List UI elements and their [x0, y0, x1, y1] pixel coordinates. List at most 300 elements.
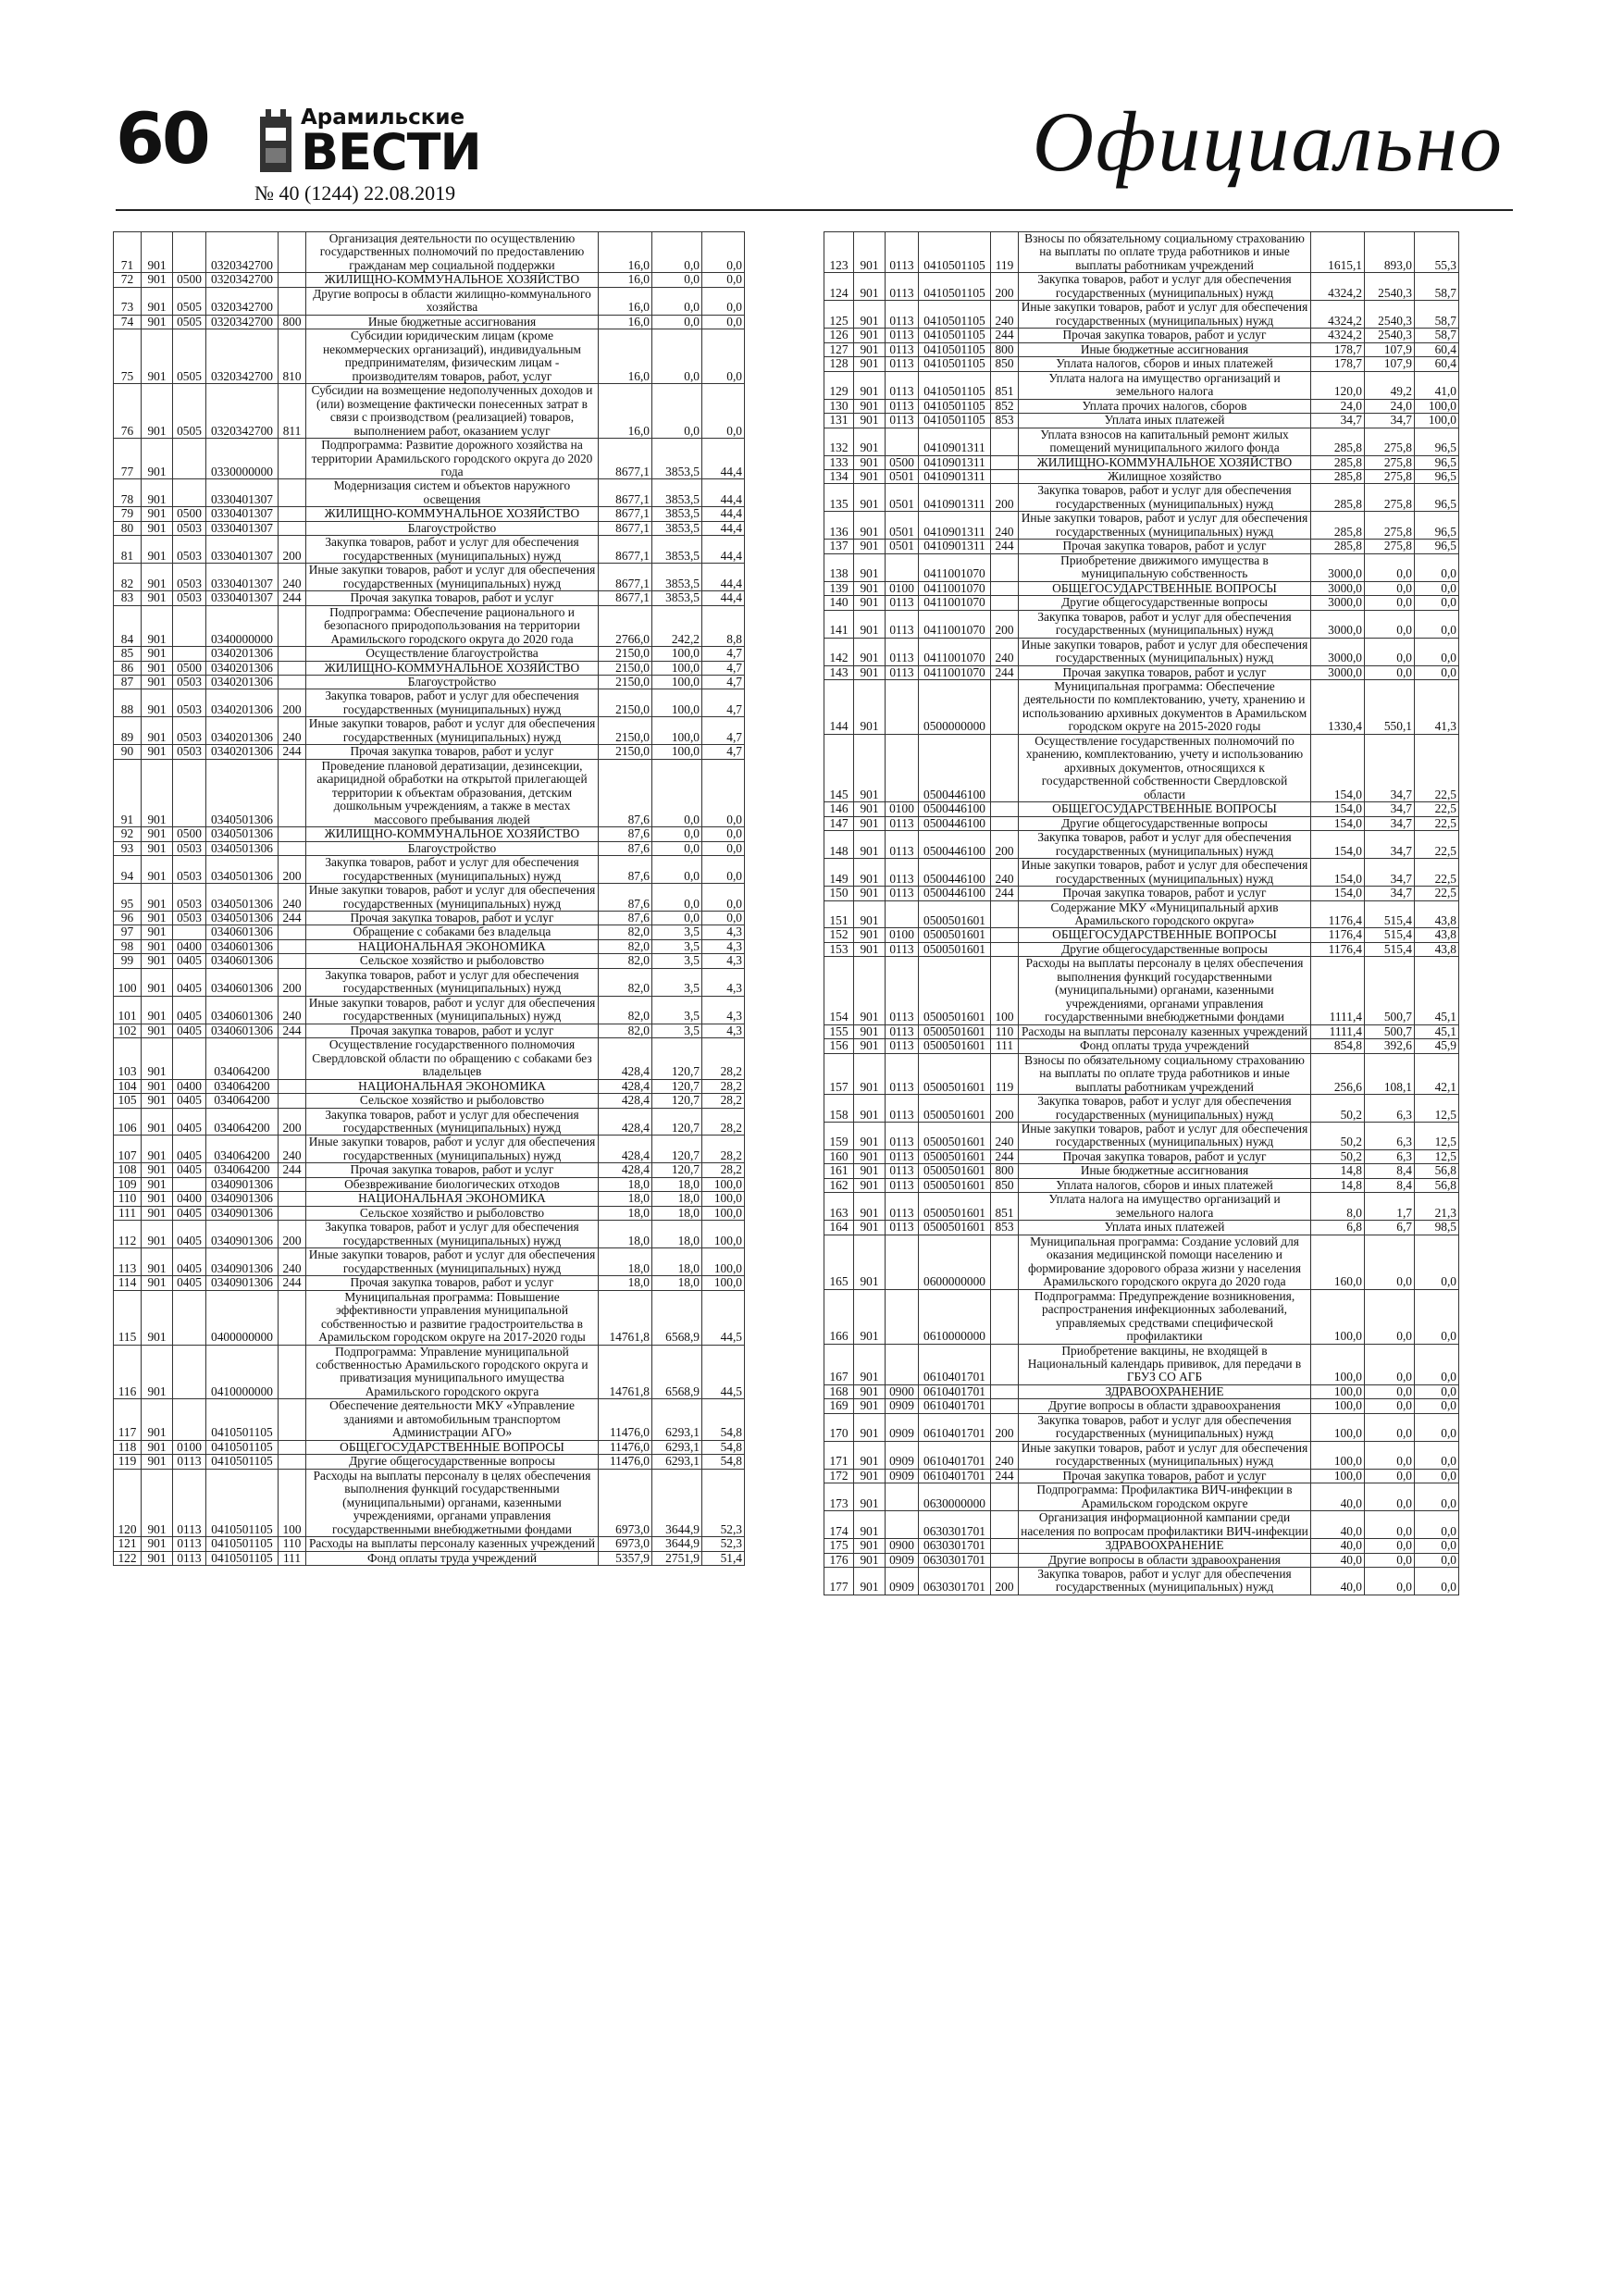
row-description: Субсидии юридическим лицам (кроме некоммерческих организаций), индивидуальным предпринимателям, физическим лицам - производителям товаров, работ, услуг [306, 329, 599, 384]
section-code: 0405 [173, 1108, 206, 1136]
executed-amount: 18,0 [652, 1206, 702, 1220]
target-code: 0500501601 [919, 957, 991, 1024]
row-description: Прочая закупка товаров, работ и услуг [306, 591, 599, 605]
page-number: 60 [116, 97, 208, 180]
row-number: 177 [824, 1568, 854, 1595]
executed-amount: 3853,5 [652, 521, 702, 535]
table-row [114, 841, 745, 855]
planned-amount: 4324,2 [1311, 329, 1365, 342]
planned-amount: 154,0 [1311, 831, 1365, 859]
section-code: 0113 [886, 1149, 919, 1163]
execution-percent: 44,5 [702, 1345, 745, 1399]
planned-amount: 16,0 [599, 315, 652, 329]
executed-amount: 34,7 [1365, 802, 1415, 816]
row-description: Муниципальная программа: Обеспечение деятельности по комплектованию, учету, хранению и использованию архивных документов в Арамильском городском округе на 2015-2020 годы [1019, 680, 1311, 735]
admin-code: 901 [854, 1221, 886, 1235]
admin-code: 901 [854, 357, 886, 371]
row-number: 103 [114, 1038, 142, 1079]
admin-code: 901 [854, 1344, 886, 1384]
expense-type-code: 244 [279, 1163, 306, 1177]
expense-type-code [279, 1399, 306, 1440]
section-code [173, 647, 206, 661]
executed-amount: 6568,9 [652, 1290, 702, 1345]
table-row [114, 884, 745, 912]
row-description: ЖИЛИЩНО-КОММУНАЛЬНОЕ ХОЗЯЙСТВО [306, 827, 599, 841]
target-code: 0500501601 [919, 1149, 991, 1163]
table-row [114, 647, 745, 661]
executed-amount: 120,7 [652, 1094, 702, 1108]
planned-amount: 2150,0 [599, 745, 652, 759]
target-code: 0630301701 [919, 1568, 991, 1595]
row-description: Прочая закупка товаров, работ и услуг [306, 1024, 599, 1037]
planned-amount: 4324,2 [1311, 273, 1365, 301]
executed-amount: 0,0 [652, 273, 702, 287]
table-row [824, 680, 1459, 735]
row-number: 76 [114, 384, 142, 439]
table-row [114, 827, 745, 841]
expense-type-code: 111 [991, 1039, 1019, 1053]
row-number: 96 [114, 911, 142, 925]
target-code: 0610401701 [919, 1384, 991, 1398]
table-row [824, 596, 1459, 610]
row-description: Уплата налогов, сборов и иных платежей [1019, 357, 1311, 371]
row-number: 116 [114, 1345, 142, 1399]
execution-percent: 100,0 [1415, 399, 1459, 413]
admin-code: 901 [854, 942, 886, 956]
row-description: Прочая закупка товаров, работ и услуг [1019, 329, 1311, 342]
target-code: 0330401307 [206, 479, 279, 507]
table-row [114, 1399, 745, 1440]
planned-amount: 8677,1 [599, 479, 652, 507]
row-number: 143 [824, 665, 854, 679]
row-number: 105 [114, 1094, 142, 1108]
execution-percent: 42,1 [1415, 1053, 1459, 1094]
execution-percent: 0,0 [702, 287, 745, 315]
executed-amount: 500,7 [1365, 957, 1415, 1024]
row-number: 146 [824, 802, 854, 816]
target-code: 0340601306 [206, 968, 279, 996]
admin-code: 901 [854, 1553, 886, 1567]
row-description: Содержание МКУ «Муниципальный архив Арамильского городского округа» [1019, 900, 1311, 928]
section-code: 0405 [173, 1221, 206, 1248]
execution-percent: 58,7 [1415, 301, 1459, 329]
table-row [824, 1469, 1459, 1483]
target-code: 0500446100 [919, 816, 991, 830]
target-code: 0320342700 [206, 232, 279, 273]
execution-percent: 0,0 [702, 384, 745, 439]
row-number: 137 [824, 540, 854, 553]
executed-amount: 120,7 [652, 1163, 702, 1177]
target-code: 0411001070 [919, 596, 991, 610]
row-description: Иные закупки товаров, работ и услуг для обеспечения государственных (муниципальных) нужд [306, 1248, 599, 1276]
planned-amount: 40,0 [1311, 1511, 1365, 1539]
section-code: 0100 [886, 802, 919, 816]
expense-type-code: 240 [991, 1123, 1019, 1150]
row-description: Иные закупки товаров, работ и услуг для обеспечения государственных (муниципальных) нужд [1019, 512, 1311, 540]
expense-type-code [279, 1440, 306, 1454]
row-number: 152 [824, 928, 854, 942]
table-row [114, 1206, 745, 1220]
section-code: 0113 [886, 329, 919, 342]
target-code: 0630301701 [919, 1553, 991, 1567]
expense-type-code [991, 428, 1019, 455]
row-number: 121 [114, 1537, 142, 1551]
row-description: ОБЩЕГОСУДАРСТВЕННЫЕ ВОПРОСЫ [306, 1440, 599, 1454]
target-code: 0500501601 [919, 1095, 991, 1123]
admin-code: 901 [854, 1024, 886, 1038]
row-description: Закупка товаров, работ и услуг для обеспечения государственных (муниципальных) нужд [1019, 831, 1311, 859]
section-code: 0500 [886, 455, 919, 469]
executed-amount: 0,0 [1365, 1469, 1415, 1483]
executed-amount: 2540,3 [1365, 273, 1415, 301]
expense-type-code: 240 [279, 1248, 306, 1276]
executed-amount: 275,8 [1365, 428, 1415, 455]
admin-code: 901 [142, 676, 173, 689]
execution-percent: 45,1 [1415, 957, 1459, 1024]
expense-type-code [279, 661, 306, 675]
execution-percent: 0,0 [1415, 1539, 1459, 1553]
row-number: 140 [824, 596, 854, 610]
table-row [114, 925, 745, 939]
admin-code: 901 [142, 1094, 173, 1108]
expense-type-code [279, 1038, 306, 1079]
expense-type-code [279, 232, 306, 273]
expense-type-code: 851 [991, 1193, 1019, 1221]
table-row [114, 661, 745, 675]
section-code: 0501 [886, 469, 919, 483]
row-description: Приобретение движимого имущества в муниципальную собственность [1019, 553, 1311, 581]
table-row [114, 605, 745, 646]
target-code: 0340901306 [206, 1192, 279, 1206]
execution-percent: 56,8 [1415, 1164, 1459, 1178]
expense-type-code: 110 [991, 1024, 1019, 1038]
execution-percent: 0,0 [1415, 610, 1459, 638]
target-code: 034064200 [206, 1136, 279, 1163]
row-number: 101 [114, 996, 142, 1024]
planned-amount: 8,0 [1311, 1193, 1365, 1221]
planned-amount: 40,0 [1311, 1568, 1365, 1595]
target-code: 0411001070 [919, 610, 991, 638]
admin-code: 901 [142, 689, 173, 717]
section-code [173, 232, 206, 273]
planned-amount: 428,4 [599, 1079, 652, 1093]
execution-percent: 0,0 [1415, 581, 1459, 595]
table-row [824, 301, 1459, 329]
right-budget-table [824, 231, 1459, 1595]
row-description: Расходы на выплаты персоналу в целях обеспечения выполнения функций государственными (муниципальными) органами, казенными учреждениями, органами управления государственными внебюджетными фондами [306, 1469, 599, 1536]
section-code: 0113 [886, 1053, 919, 1094]
row-number: 163 [824, 1193, 854, 1221]
executed-amount: 108,1 [1365, 1053, 1415, 1094]
execution-percent: 4,7 [702, 717, 745, 745]
expense-type-code [279, 939, 306, 953]
row-description: Иные бюджетные ассигнования [306, 315, 599, 329]
row-description: Прочая закупка товаров, работ и услуг [1019, 1149, 1311, 1163]
table-row [114, 1094, 745, 1108]
planned-amount: 18,0 [599, 1192, 652, 1206]
expense-type-code: 244 [991, 887, 1019, 900]
planned-amount: 8677,1 [599, 591, 652, 605]
target-code: 0500000000 [919, 680, 991, 735]
expense-type-code [991, 1384, 1019, 1398]
target-code: 0610000000 [919, 1289, 991, 1344]
admin-code: 901 [854, 342, 886, 356]
execution-percent: 100,0 [702, 1276, 745, 1290]
row-description: Другие общегосударственные вопросы [306, 1455, 599, 1469]
table-row [824, 455, 1459, 469]
section-code: 0405 [173, 954, 206, 968]
execution-percent: 52,3 [702, 1537, 745, 1551]
expense-type-code: 850 [991, 1178, 1019, 1192]
target-code: 0340501306 [206, 911, 279, 925]
table-row [824, 734, 1459, 801]
row-number: 81 [114, 536, 142, 564]
executed-amount: 0,0 [1365, 1384, 1415, 1398]
expense-type-code: 200 [279, 968, 306, 996]
planned-amount: 2150,0 [599, 647, 652, 661]
table-row [824, 1511, 1459, 1539]
section-code: 0503 [173, 689, 206, 717]
executed-amount: 0,0 [652, 759, 702, 826]
section-code [173, 1345, 206, 1399]
expense-type-code [279, 273, 306, 287]
row-description: Благоустройство [306, 841, 599, 855]
expense-type-code: 811 [279, 384, 306, 439]
row-description: Уплата иных платежей [1019, 414, 1311, 428]
execution-percent: 0,0 [1415, 596, 1459, 610]
row-number: 110 [114, 1192, 142, 1206]
executed-amount: 0,0 [652, 287, 702, 315]
target-code: 0410501105 [919, 301, 991, 329]
executed-amount: 0,0 [1365, 1441, 1415, 1469]
planned-amount: 285,8 [1311, 484, 1365, 512]
table-row [114, 479, 745, 507]
row-number: 97 [114, 925, 142, 939]
target-code: 0410501105 [919, 232, 991, 273]
expense-type-code [279, 676, 306, 689]
row-description: ЗДРАВООХРАНЕНИЕ [1019, 1539, 1311, 1553]
table-row [824, 638, 1459, 665]
row-number: 86 [114, 661, 142, 675]
admin-code: 901 [854, 1095, 886, 1123]
row-number: 107 [114, 1136, 142, 1163]
row-description: Иные закупки товаров, работ и услуг для обеспечения государственных (муниципальных) нужд [1019, 301, 1311, 329]
planned-amount: 285,8 [1311, 512, 1365, 540]
execution-percent: 44,4 [702, 439, 745, 479]
row-number: 154 [824, 957, 854, 1024]
target-code: 0330401307 [206, 564, 279, 591]
executed-amount: 500,7 [1365, 1024, 1415, 1038]
row-description: Закупка товаров, работ и услуг для обеспечения государственных (муниципальных) нужд [306, 689, 599, 717]
target-code: 0500501601 [919, 1123, 991, 1150]
execution-percent: 54,8 [702, 1455, 745, 1469]
table-row [114, 856, 745, 884]
execution-percent: 8,8 [702, 605, 745, 646]
planned-amount: 256,6 [1311, 1053, 1365, 1094]
row-number: 134 [824, 469, 854, 483]
section-code: 0113 [886, 414, 919, 428]
table-row [824, 1235, 1459, 1289]
expense-type-code: 240 [991, 638, 1019, 665]
row-number: 151 [824, 900, 854, 928]
execution-percent: 0,0 [1415, 1553, 1459, 1567]
executed-amount: 0,0 [652, 856, 702, 884]
expense-type-code [279, 925, 306, 939]
executed-amount: 3,5 [652, 996, 702, 1024]
executed-amount: 3853,5 [652, 536, 702, 564]
admin-code: 901 [854, 1178, 886, 1192]
planned-amount: 87,6 [599, 759, 652, 826]
planned-amount: 100,0 [1311, 1413, 1365, 1441]
table-row [824, 273, 1459, 301]
admin-code: 901 [142, 287, 173, 315]
execution-percent: 22,5 [1415, 887, 1459, 900]
target-code: 0410501105 [919, 273, 991, 301]
section-code: 0500 [173, 273, 206, 287]
execution-percent: 0,0 [1415, 1511, 1459, 1539]
section-code: 0503 [173, 911, 206, 925]
table-row [824, 1221, 1459, 1235]
execution-percent: 4,3 [702, 954, 745, 968]
planned-amount: 6973,0 [599, 1469, 652, 1536]
execution-percent: 96,5 [1415, 455, 1459, 469]
row-description: Другие вопросы в области здравоохранения [1019, 1399, 1311, 1413]
expense-type-code: 244 [991, 329, 1019, 342]
admin-code: 901 [854, 428, 886, 455]
executed-amount: 18,0 [652, 1192, 702, 1206]
execution-percent: 54,8 [702, 1440, 745, 1454]
section-code: 0405 [173, 1094, 206, 1108]
execution-percent: 60,4 [1415, 357, 1459, 371]
execution-percent: 100,0 [702, 1221, 745, 1248]
planned-amount: 428,4 [599, 1136, 652, 1163]
expense-type-code [279, 439, 306, 479]
row-description: НАЦИОНАЛЬНАЯ ЭКОНОМИКА [306, 1079, 599, 1093]
table-row [114, 1079, 745, 1093]
row-description: Иные бюджетные ассигнования [1019, 1164, 1311, 1178]
row-number: 136 [824, 512, 854, 540]
row-number: 114 [114, 1276, 142, 1290]
target-code: 0610401701 [919, 1413, 991, 1441]
row-description: Прочая закупка товаров, работ и услуг [1019, 1469, 1311, 1483]
table-row [114, 1551, 745, 1565]
table-row [824, 1553, 1459, 1567]
section-code: 0113 [886, 596, 919, 610]
table-row [114, 1345, 745, 1399]
row-description: ЖИЛИЩНО-КОММУНАЛЬНОЕ ХОЗЯЙСТВО [306, 507, 599, 521]
admin-code: 901 [854, 1399, 886, 1413]
admin-code: 901 [854, 1441, 886, 1469]
expense-type-code: 240 [991, 301, 1019, 329]
right-table-body [824, 232, 1459, 1595]
target-code: 0410901311 [919, 512, 991, 540]
section-code [173, 605, 206, 646]
executed-amount: 3644,9 [652, 1537, 702, 1551]
row-description: Сельское хозяйство и рыболовство [306, 954, 599, 968]
section-code [886, 680, 919, 735]
planned-amount: 428,4 [599, 1108, 652, 1136]
admin-code: 901 [854, 596, 886, 610]
target-code: 0500501601 [919, 1164, 991, 1178]
planned-amount: 18,0 [599, 1221, 652, 1248]
expense-type-code: 200 [991, 1413, 1019, 1441]
target-code: 0410501105 [919, 329, 991, 342]
row-description: Проведение плановой дератизации, дезинсекции, акарицидной обработки на открытой прилегающей территории к объектам образования, детским дошкольным учреждениям, а также в местах массового пребывания людей [306, 759, 599, 826]
header-rule [116, 209, 1513, 211]
expense-type-code [279, 827, 306, 841]
target-code: 0340201306 [206, 689, 279, 717]
row-description: Расходы на выплаты персоналу в целях обеспечения выполнения функций государственными (муниципальными) органами, казенными учреждениями, органами управления государственными внебюджетными фондами [1019, 957, 1311, 1024]
table-row [114, 1038, 745, 1079]
planned-amount: 854,8 [1311, 1039, 1365, 1053]
execution-percent: 100,0 [702, 1248, 745, 1276]
planned-amount: 50,2 [1311, 1149, 1365, 1163]
row-description: Подпрограмма: Обеспечение рационального и безопасного природопользования на территории Арамильского городского округа до 2020 года [306, 605, 599, 646]
admin-code: 901 [854, 1149, 886, 1163]
section-code: 0909 [886, 1399, 919, 1413]
target-code: 0500501601 [919, 1221, 991, 1235]
row-number: 128 [824, 357, 854, 371]
row-number: 100 [114, 968, 142, 996]
section-code [886, 1344, 919, 1384]
row-number: 157 [824, 1053, 854, 1094]
row-number: 94 [114, 856, 142, 884]
section-code: 0113 [886, 399, 919, 413]
table-row [114, 1455, 745, 1469]
row-description: Закупка товаров, работ и услуг для обеспечения государственных (муниципальных) нужд [1019, 1095, 1311, 1123]
expense-type-code [991, 553, 1019, 581]
table-row [114, 287, 745, 315]
planned-amount: 100,0 [1311, 1289, 1365, 1344]
expense-type-code: 851 [991, 371, 1019, 399]
row-description: Закупка товаров, работ и услуг для обеспечения государственных (муниципальных) нужд [306, 968, 599, 996]
planned-amount: 285,8 [1311, 540, 1365, 553]
row-number: 119 [114, 1455, 142, 1469]
executed-amount: 100,0 [652, 745, 702, 759]
table-row [114, 954, 745, 968]
expense-type-code: 200 [279, 856, 306, 884]
target-code: 0340601306 [206, 1024, 279, 1037]
planned-amount: 1176,4 [1311, 942, 1365, 956]
planned-amount: 120,0 [1311, 371, 1365, 399]
admin-code: 901 [142, 1136, 173, 1163]
expense-type-code [991, 1511, 1019, 1539]
target-code: 0410901311 [919, 428, 991, 455]
expense-type-code [991, 1289, 1019, 1344]
table-row [824, 1344, 1459, 1384]
execution-percent: 0,0 [1415, 1399, 1459, 1413]
target-code: 0630301701 [919, 1539, 991, 1553]
row-description: Фонд оплаты труда учреждений [1019, 1039, 1311, 1053]
executed-amount: 275,8 [1365, 455, 1415, 469]
expense-type-code: 240 [279, 717, 306, 745]
section-code: 0113 [886, 1178, 919, 1192]
row-number: 156 [824, 1039, 854, 1053]
row-number: 168 [824, 1384, 854, 1398]
executed-amount: 0,0 [1365, 581, 1415, 595]
row-description: Прочая закупка товаров, работ и услуг [306, 1163, 599, 1177]
expense-type-code: 244 [991, 540, 1019, 553]
table-row [114, 232, 745, 273]
section-code: 0113 [886, 957, 919, 1024]
execution-percent: 100,0 [702, 1177, 745, 1191]
target-code: 0340601306 [206, 925, 279, 939]
table-row [824, 1178, 1459, 1192]
admin-code: 901 [142, 1551, 173, 1565]
expense-type-code [991, 1539, 1019, 1553]
target-code: 0410501105 [206, 1469, 279, 1536]
expense-type-code: 240 [991, 512, 1019, 540]
